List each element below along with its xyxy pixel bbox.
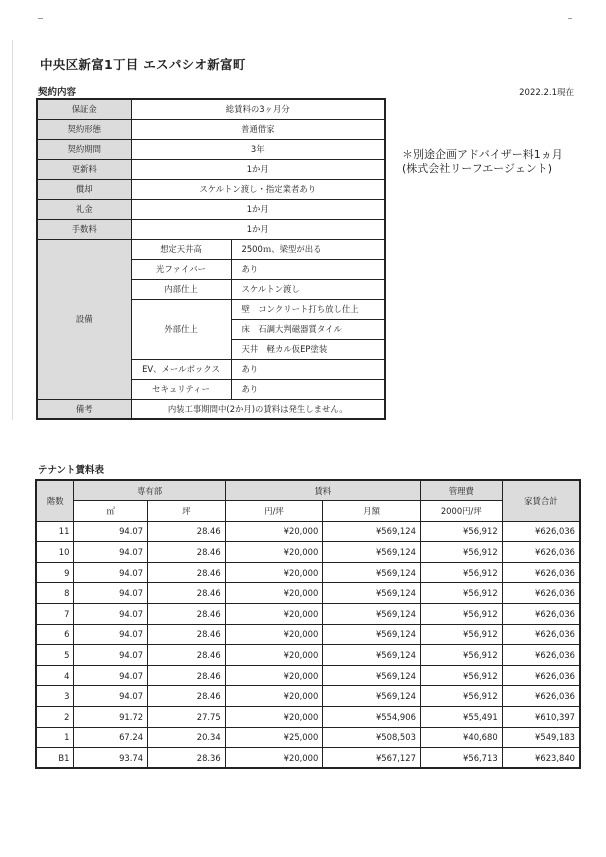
mgmt-cell: ¥56,912 [420, 604, 502, 625]
interior-label: 内部仕上 [131, 279, 231, 299]
per-tsubo-cell: ¥20,000 [225, 686, 323, 707]
exterior-item: 壁 コンクリート打ち放し仕上 [231, 299, 385, 319]
contract-label: 償却 [37, 179, 131, 199]
tsubo-cell: 28.46 [148, 645, 226, 666]
contract-row [37, 99, 385, 119]
tsubo-cell: 28.46 [148, 604, 226, 625]
total-cell: ¥626,036 [502, 583, 580, 604]
per-tsubo-cell: ¥20,000 [225, 665, 323, 686]
contract-value: 普通借家 [131, 119, 385, 139]
ceiling-value: 2500ｍ、梁型が出る [231, 239, 385, 259]
header-mgmt-rate: 2000円/坪 [420, 501, 502, 522]
equipment-label: 設備 [37, 239, 131, 399]
monthly-cell: ¥569,124 [323, 686, 421, 707]
table-row [36, 583, 580, 604]
floor-cell: 7 [36, 604, 74, 625]
remarks-row [37, 399, 385, 419]
remarks-label: 備考 [37, 399, 131, 419]
floor-cell: 1 [36, 727, 74, 748]
monthly-cell: ¥569,124 [323, 562, 421, 583]
monthly-cell: ¥569,124 [323, 604, 421, 625]
total-cell: ¥610,397 [502, 707, 580, 728]
contract-label: 礼金 [37, 199, 131, 219]
scan-edge [12, 40, 13, 420]
mgmt-cell: ¥56,912 [420, 562, 502, 583]
ev-value: あり [231, 359, 385, 379]
exterior-label: 外部仕上 [131, 299, 231, 359]
security-label: セキュリティー [131, 379, 231, 399]
per-tsubo-cell: ¥20,000 [225, 604, 323, 625]
side-note [402, 148, 563, 176]
total-cell: ¥626,036 [502, 562, 580, 583]
security-value: あり [231, 379, 385, 399]
contract-label: 手数料 [37, 219, 131, 239]
per-tsubo-cell: ¥20,000 [225, 583, 323, 604]
scan-mark [568, 18, 572, 19]
rent-heading: テナント賃料表 [38, 465, 105, 476]
floor-cell: B1 [36, 748, 74, 769]
table-row [36, 645, 580, 666]
exterior-item: 天井 軽カル仮EP塗装 [231, 339, 385, 359]
header-area: 専有部 [74, 480, 225, 501]
monthly-cell: ¥569,124 [323, 645, 421, 666]
contract-value: 1か月 [131, 199, 385, 219]
per-tsubo-cell: ¥20,000 [225, 521, 323, 542]
total-cell: ¥626,036 [502, 542, 580, 563]
header-monthly: 月額 [323, 501, 421, 522]
sqm-cell: 94.07 [74, 604, 148, 625]
contract-value: スケルトン渡し・指定業者あり [131, 179, 385, 199]
sqm-cell: 93.74 [74, 748, 148, 769]
floor-cell: 11 [36, 521, 74, 542]
date-label: 2022.2.1現在 [519, 88, 574, 98]
table-row [36, 562, 580, 583]
mgmt-cell: ¥56,912 [420, 583, 502, 604]
monthly-cell: ¥569,124 [323, 521, 421, 542]
total-cell: ¥626,036 [502, 521, 580, 542]
total-cell: ¥626,036 [502, 665, 580, 686]
contract-label: 保証金 [37, 99, 131, 119]
ev-label: EV、メールボックス [131, 359, 231, 379]
mgmt-cell: ¥56,912 [420, 686, 502, 707]
contract-value: 1か月 [131, 159, 385, 179]
contract-value: 1か月 [131, 219, 385, 239]
tsubo-cell: 28.36 [148, 748, 226, 769]
contract-row [37, 219, 385, 239]
table-row [36, 707, 580, 728]
table-row [36, 748, 580, 769]
sqm-cell: 94.07 [74, 686, 148, 707]
monthly-cell: ¥569,124 [323, 542, 421, 563]
scan-mark [38, 18, 43, 19]
fiber-value: あり [231, 259, 385, 279]
sqm-cell: 94.07 [74, 665, 148, 686]
sqm-cell: 94.07 [74, 542, 148, 563]
per-tsubo-cell: ¥20,000 [225, 748, 323, 769]
tsubo-cell: 28.46 [148, 521, 226, 542]
total-cell: ¥623,840 [502, 748, 580, 769]
header-rent: 賃料 [225, 480, 420, 501]
per-tsubo-cell: ¥25,000 [225, 727, 323, 748]
monthly-cell: ¥569,124 [323, 624, 421, 645]
per-tsubo-cell: ¥20,000 [225, 707, 323, 728]
monthly-cell: ¥567,127 [323, 748, 421, 769]
sqm-cell: 94.07 [74, 645, 148, 666]
sqm-cell: 91.72 [74, 707, 148, 728]
sqm-cell: 94.07 [74, 624, 148, 645]
side-note-line1: ＊別途企画アドバイザー料1ヵ月 [402, 148, 563, 161]
sqm-cell: 94.07 [74, 583, 148, 604]
remarks-value: 内装工事期間中(2か月)の賃料は発生しません。 [131, 399, 385, 419]
tsubo-cell: 28.46 [148, 686, 226, 707]
table-row [36, 521, 580, 542]
contract-value: 3年 [131, 139, 385, 159]
total-cell: ¥626,036 [502, 604, 580, 625]
mgmt-cell: ¥56,912 [420, 542, 502, 563]
table-row [36, 727, 580, 748]
tsubo-cell: 28.46 [148, 624, 226, 645]
contract-row [37, 159, 385, 179]
contract-value: 総賃料の3ヶ月分 [131, 99, 385, 119]
tsubo-cell: 28.46 [148, 562, 226, 583]
total-cell: ¥626,036 [502, 686, 580, 707]
header-total: 家賃合計 [502, 480, 580, 521]
per-tsubo-cell: ¥20,000 [225, 562, 323, 583]
mgmt-cell: ¥56,912 [420, 665, 502, 686]
floor-cell: 4 [36, 665, 74, 686]
floor-cell: 3 [36, 686, 74, 707]
tsubo-cell: 28.46 [148, 583, 226, 604]
contract-label: 契約形態 [37, 119, 131, 139]
contract-row [37, 119, 385, 139]
sqm-cell: 94.07 [74, 521, 148, 542]
mgmt-cell: ¥56,912 [420, 645, 502, 666]
header-mgmt: 管理費 [420, 480, 502, 501]
contract-row [37, 179, 385, 199]
mgmt-cell: ¥56,713 [420, 748, 502, 769]
fiber-label: 光ファイバー [131, 259, 231, 279]
floor-cell: 2 [36, 707, 74, 728]
mgmt-cell: ¥40,680 [420, 727, 502, 748]
header-per-tsubo: 円/坪 [225, 501, 323, 522]
contract-table [36, 98, 386, 420]
contract-row [37, 199, 385, 219]
floor-cell: 10 [36, 542, 74, 563]
contract-label: 契約期間 [37, 139, 131, 159]
floor-cell: 8 [36, 583, 74, 604]
header-sqm: ㎡ [74, 501, 148, 522]
contract-heading: 契約内容 [38, 87, 77, 98]
floor-cell: 5 [36, 645, 74, 666]
floor-cell: 9 [36, 562, 74, 583]
rent-table [35, 479, 581, 769]
ceiling-label: 想定天井高 [131, 239, 231, 259]
mgmt-cell: ¥56,912 [420, 521, 502, 542]
tsubo-cell: 28.46 [148, 665, 226, 686]
monthly-cell: ¥569,124 [323, 665, 421, 686]
tsubo-cell: 20.34 [148, 727, 226, 748]
header-floor: 階数 [36, 480, 74, 521]
mgmt-cell: ¥56,912 [420, 624, 502, 645]
page-title: 中央区新富1丁目 エスパシオ新富町 [40, 57, 246, 72]
table-row [36, 604, 580, 625]
side-note-line2: (株式会社リーフエージェント) [402, 162, 553, 175]
total-cell: ¥626,036 [502, 624, 580, 645]
equipment-row [37, 239, 385, 259]
sqm-cell: 94.07 [74, 562, 148, 583]
mgmt-cell: ¥55,491 [420, 707, 502, 728]
table-row [36, 624, 580, 645]
table-row [36, 542, 580, 563]
table-row [36, 686, 580, 707]
total-cell: ¥549,183 [502, 727, 580, 748]
total-cell: ¥626,036 [502, 645, 580, 666]
monthly-cell: ¥508,503 [323, 727, 421, 748]
per-tsubo-cell: ¥20,000 [225, 645, 323, 666]
monthly-cell: ¥554,906 [323, 707, 421, 728]
sqm-cell: 67.24 [74, 727, 148, 748]
contract-row [37, 139, 385, 159]
tsubo-cell: 28.46 [148, 542, 226, 563]
exterior-item: 床 石調大判磁器質タイル [231, 319, 385, 339]
tsubo-cell: 27.75 [148, 707, 226, 728]
per-tsubo-cell: ¥20,000 [225, 624, 323, 645]
monthly-cell: ¥569,124 [323, 583, 421, 604]
contract-label: 更新料 [37, 159, 131, 179]
interior-value: スケルトン渡し [231, 279, 385, 299]
header-tsubo: 坪 [148, 501, 226, 522]
per-tsubo-cell: ¥20,000 [225, 542, 323, 563]
floor-cell: 6 [36, 624, 74, 645]
table-row [36, 665, 580, 686]
